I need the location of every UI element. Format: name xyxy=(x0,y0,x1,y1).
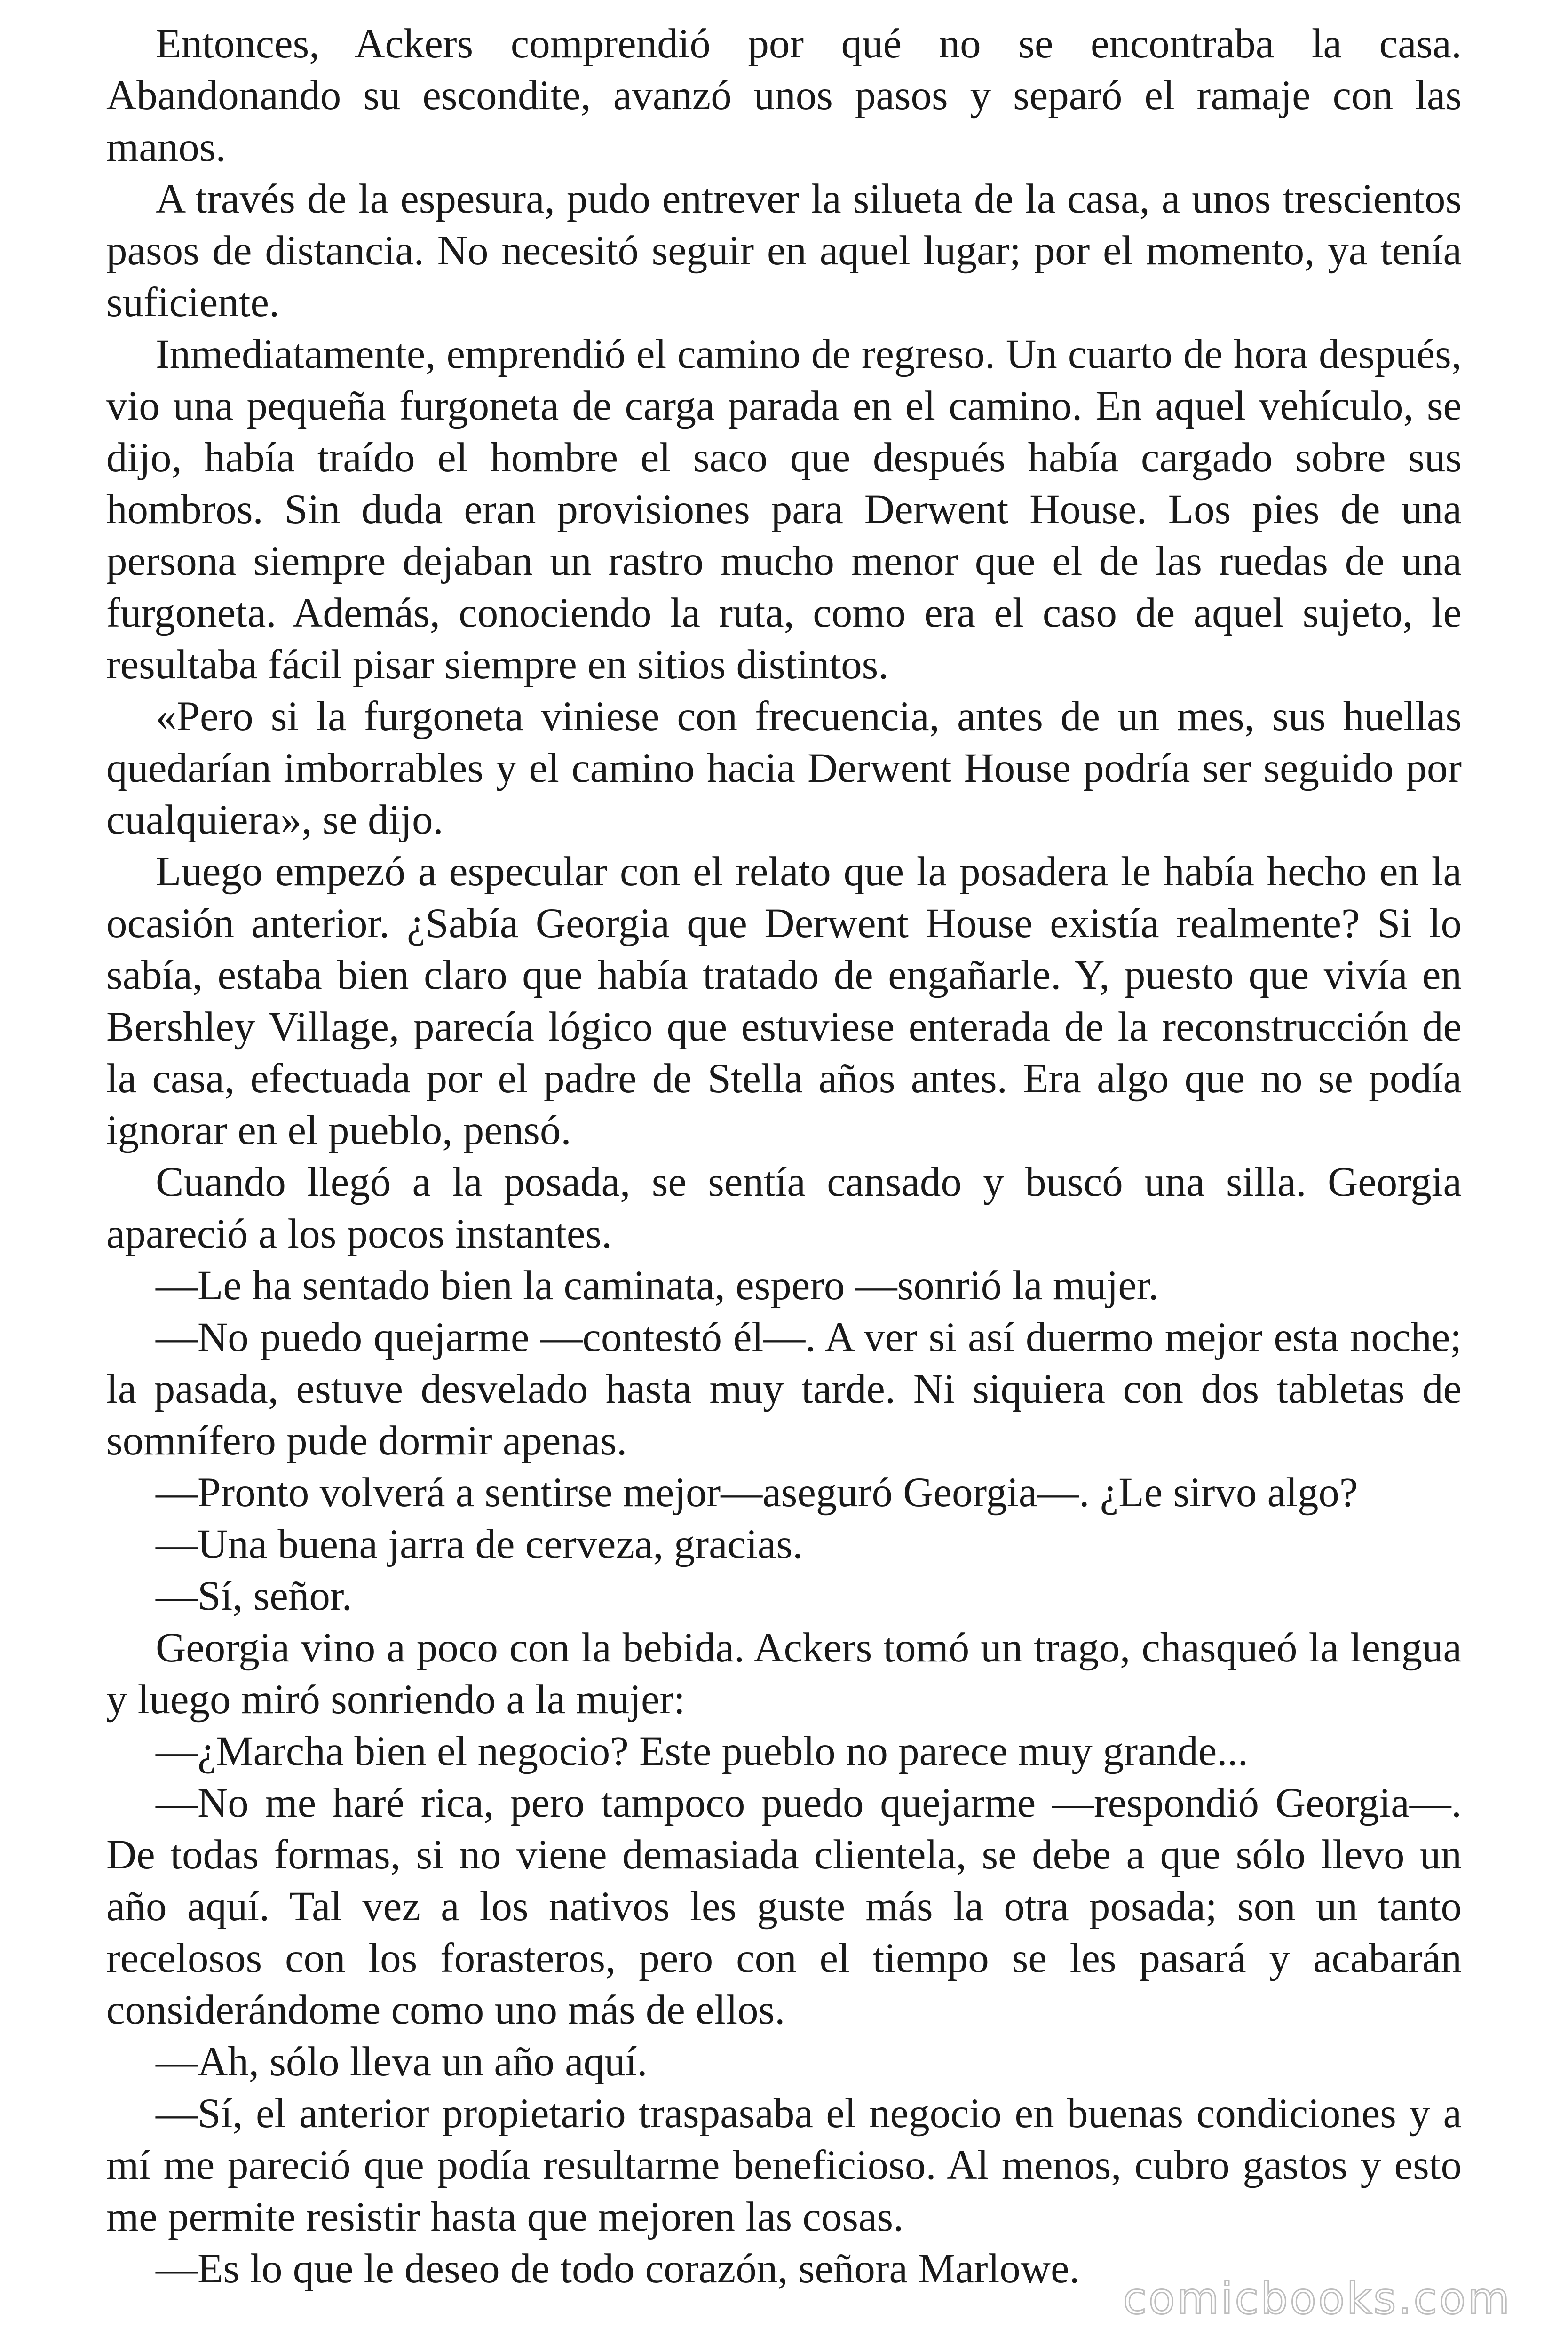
paragraph: Entonces, Ackers comprendió por qué no se encontraba la casa. Abandonando su escondite, avanzó unos pasos y separó el ramaje con las manos. xyxy=(106,21,1462,170)
paragraph: «Pero si la furgoneta viniese con frecuencia, antes de un mes, sus huellas quedarían imborrables y el camino hacia Derwent House podría ser seguido por cualquiera», se dijo. xyxy=(106,693,1462,843)
paragraph: —Ah, sólo lleva un año aquí. xyxy=(156,2039,648,2085)
paragraph: —Una buena jarra de cerveza, gracias. xyxy=(156,1521,803,1567)
paragraph: Cuando llegó a la posada, se sentía cansado y buscó una silla. Georgia apareció a los pocos instantes. xyxy=(106,1159,1462,1257)
paragraph: —Sí, señor. xyxy=(156,1573,352,1619)
paragraph: —Pronto volverá a sentirse mejor—aseguró Georgia—. ¿Le sirvo algo? xyxy=(156,1470,1358,1516)
paragraph: —No puedo quejarme —contestó él—. A ver si así duermo mejor esta noche; la pasada, estuve desvelado hasta muy tarde. Ni siquiera con dos tabletas de somnífero pude dormir apenas. xyxy=(106,1314,1462,1464)
watermark: comicbooks.com xyxy=(1123,2273,1512,2324)
page-text-block xyxy=(106,18,1462,2295)
paragraph: —No me haré rica, pero tampoco puedo quejarme —respondió Georgia—. De todas formas, si no viene demasiada clientela, se debe a que sólo llevo un año aquí. Tal vez a los nativos les guste más la otra posada; son un tanto recelosos con los forasteros, pero con el tiempo se les pasará y acabarán considerándome como uno más de ellos. xyxy=(106,1780,1462,2033)
paragraph: —Sí, el anterior propietario traspasaba el negocio en buenas condiciones y a mí me pareció que podía resultarme beneficioso. Al menos, cubro gastos y esto me permite resistir hasta que mejoren las cosas. xyxy=(106,2090,1462,2240)
paragraph: A través de la espesura, pudo entrever la silueta de la casa, a unos trescientos pasos de distancia. No necesitó seguir en aquel lugar; por el momento, ya tenía suficiente. xyxy=(106,176,1462,326)
paragraph: Inmediatamente, emprendió el camino de regreso. Un cuarto de hora después, vio una pequeña furgoneta de carga parada en el camino. En aquel vehículo, se dijo, había traído el hombre el saco que después había cargado sobre sus hombros. Sin duda eran provisiones para Derwent House. Los pies de una persona siempre dejaban un rastro mucho menor que el de las ruedas de una furgoneta. Además, conociendo la ruta, como era el caso de aquel sujeto, le resultaba fácil pisar siempre en sitios distintos. xyxy=(106,331,1462,688)
paragraph: —¿Marcha bien el negocio? Este pueblo no parece muy grande... xyxy=(156,1728,1248,1774)
paragraph: —Es lo que le deseo de todo corazón, señora Marlowe. xyxy=(156,2246,1080,2292)
paragraph: —Le ha sentado bien la caminata, espero —sonrió la mujer. xyxy=(156,1263,1159,1309)
paragraph: Luego empezó a especular con el relato que la posadera le había hecho en la ocasión anterior. ¿Sabía Georgia que Derwent House existía realmente? Si lo sabía, estaba bien claro que había tratado de engañarle. Y, puesto que vivía en Bershley Village, parecía lógico que estuviese enterada de la reconstrucción de la casa, efectuada por el padre de Stella años antes. Era algo que no se podía ignorar en el pueblo, pensó. xyxy=(106,849,1462,1153)
paragraph: Georgia vino a poco con la bebida. Ackers tomó un trago, chasqueó la lengua y luego miró sonriendo a la mujer: xyxy=(106,1625,1462,1723)
